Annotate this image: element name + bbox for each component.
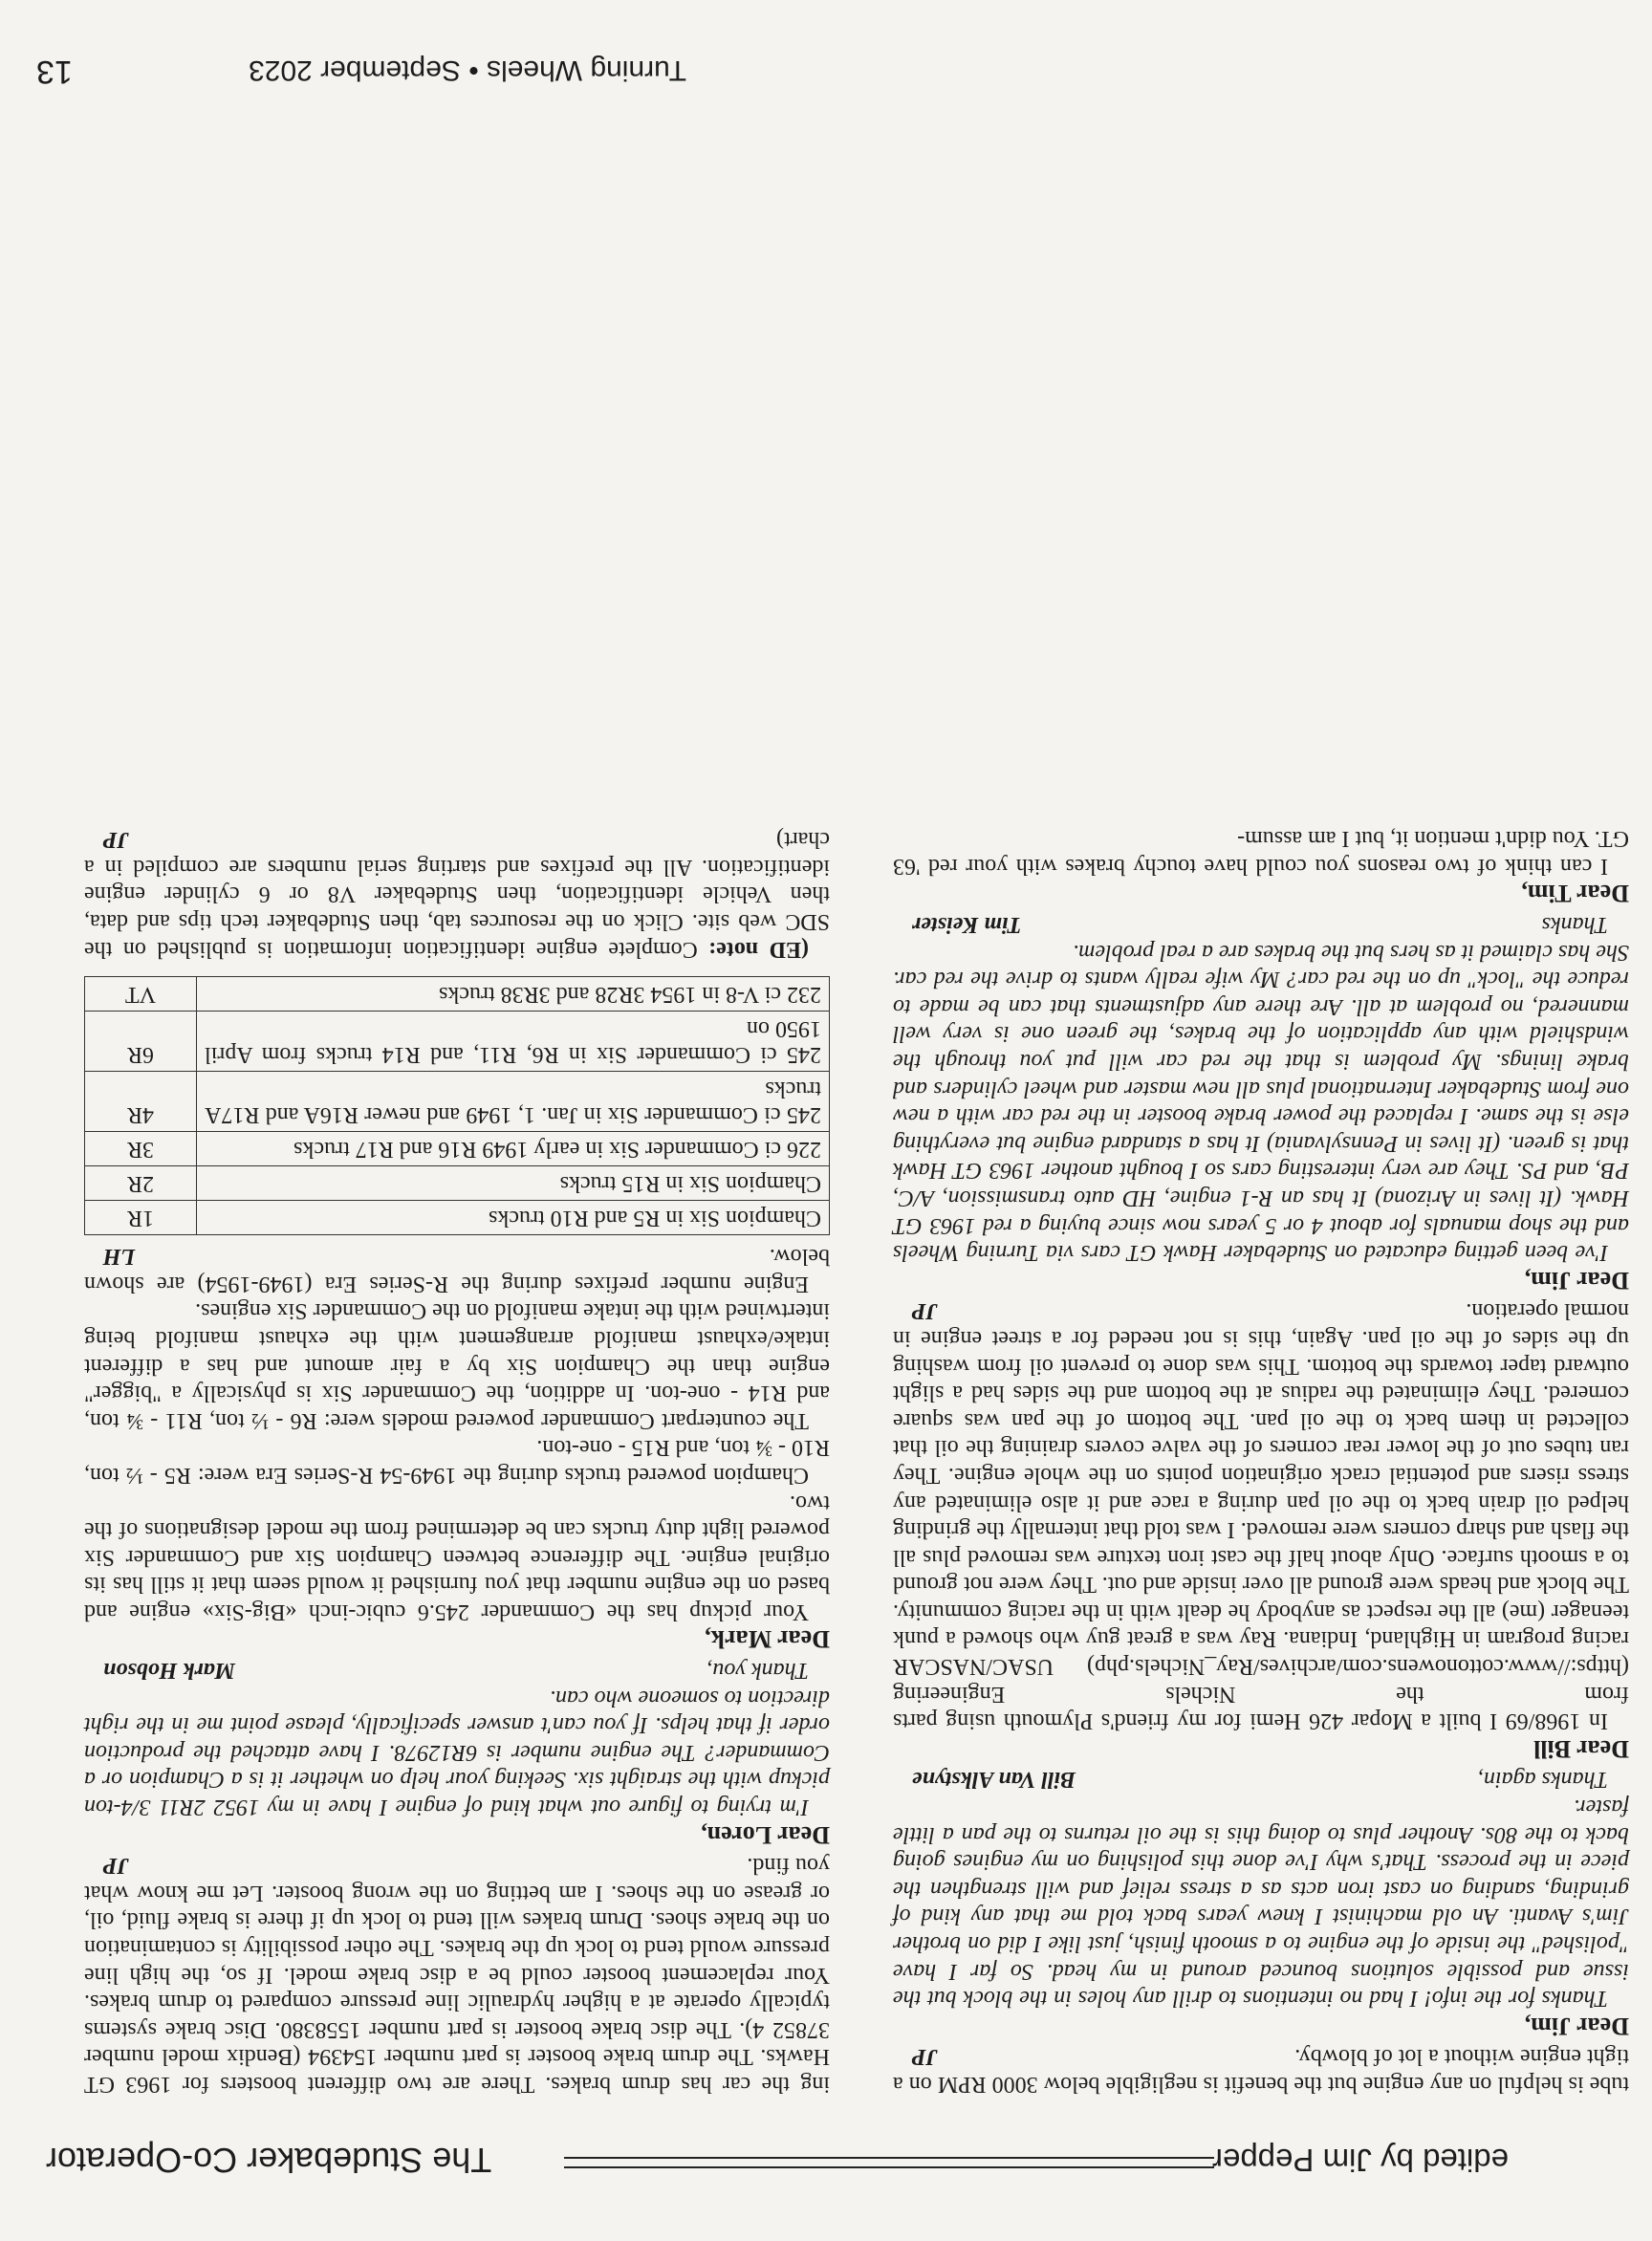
- initials: JP: [912, 1298, 938, 1324]
- salutation: Dear Loren,: [701, 1820, 830, 1849]
- right-column-paragraph: [893, 2043, 1629, 2098]
- salutation: Dear Bill: [1533, 1734, 1629, 1763]
- signature-row: [893, 910, 1629, 938]
- editor-note-label: (ED note:: [708, 936, 809, 962]
- initials: LH: [103, 1244, 136, 1270]
- table-cell: 3R: [85, 1131, 197, 1165]
- table-cell: VT: [85, 976, 197, 1011]
- editor-note: [84, 826, 830, 963]
- letter-text: I've been getting educated on Studebaker Hawk GT cars via Turning Wheels and the shop manuals for about 4 or 5 years now since buying a red 1963 GT Hawk. (It lives in Arizona) It has an R-1 engine, HD auto transmission, A/C, PB, and PS. They are very interesting cars so I bought another 1963 GT Hawk that is green. (It lives in Pennsylvania) It has a standard engine but everything else is the same. I replaced the power brake booster in the red car with a new one from Studebaker International plus all new master and wheel cylinders and brake linings. My problem is that the red car will put you through the windshield with any application of the brakes, the green one is very well mannered, no problem at all. Are there any adjustments that can be made to reduce the "lock" up on the red car? My wife really wants to drive the red car. She has claimed it as hers but the brakes are a real problem.: [893, 939, 1629, 1266]
- engine-prefix-table: [84, 976, 830, 1235]
- signature-row: [84, 1657, 830, 1685]
- closing: Thank you,: [706, 1658, 809, 1684]
- signature-row: [893, 1766, 1629, 1794]
- letter-text: Thanks for the info! I had no intentions to drill any holes in the block but the issue and possible solutions bounced around in my head. So far I have "polished" the inside of the engine to a smooth finish, just like I did on brother Jim's Avanti. An old machinist I knew years back told me that any kind of grinding, sanding on cast iron acts as a stress relief and will strengthen the piece in the process. That's why I've done this polishing on my engines going back to the 80s. Another plus to doing this is the oil returns to the pan a little faster.: [893, 1795, 1629, 2012]
- left-column: [893, 825, 1629, 2098]
- salutation: Dear Mark,: [705, 1625, 830, 1654]
- table-cell: 232 ci V-8 in 1954 3R28 and 3R38 trucks: [197, 976, 830, 1011]
- editor-note-text: Complete engine identification information is published on the SDC web site. Click on the resources tab, then Studebaker tech tips and data, then Vehicle identification, then Studebaker V8 or 6 cylinder engine identification. All the prefixes and starting serial numbers are compiled in a chart): [84, 827, 830, 962]
- reply-paragraph: I can think of two reasons you could have touchy brakes with your red '63 GT. You didn't mention it, but I am assum-: [893, 826, 1629, 879]
- paragraph-text: Engine number prefixes during the R-Series Era (1949-1954) are shown below.: [84, 1244, 830, 1296]
- table-row: [85, 976, 830, 1011]
- page-number: 13: [36, 54, 73, 90]
- salutation: Dear Tim,: [1521, 880, 1629, 908]
- table-cell: Champion Six in R15 trucks: [197, 1165, 830, 1200]
- table-cell: 2R: [85, 1165, 197, 1200]
- table-row: [85, 1071, 830, 1131]
- initials: JP: [103, 1853, 129, 1879]
- signature-name: Bill Van Alkstyne: [912, 1767, 1076, 1793]
- initials: JP: [912, 2044, 938, 2070]
- reply-paragraph: [893, 1297, 1629, 1735]
- publication-line: Turning Wheels • September 2023: [249, 54, 686, 86]
- editor-credit: edited by Jim Pepper: [1211, 2143, 1509, 2178]
- signature-name: Mark Hobson: [103, 1658, 236, 1684]
- column-title: The Studebaker Co-Operator: [46, 2141, 492, 2180]
- header-rule: [564, 2157, 1214, 2168]
- salutation: Dear Jim,: [1524, 1266, 1629, 1295]
- table-row: [85, 1131, 830, 1165]
- table-cell: 245 ci Commander Six in Jan. 1, 1949 and newer R16A and R17A trucks: [197, 1071, 830, 1131]
- table-cell: 226 ci Commander Six in early 1949 R16 and R17 trucks: [197, 1131, 830, 1165]
- table-row: [85, 1011, 830, 1071]
- table-cell: 245 ci Commander Six in R6, R11, and R14 trucks from April 1950 on: [197, 1011, 830, 1071]
- table-row: [85, 1200, 830, 1234]
- closing: Thanks again,: [1477, 1767, 1608, 1793]
- letter-text: I'm trying to figure out what kind of engine I have in my 1952 2R11 3/4-ton pickup with the straight six. Seeking your help on whether it is a Champion or a Commander? The engine number is 6R12978. I have attached the production order if that helps. If you can't answer specifically, please point me in the right direction to someone who can.: [84, 1685, 830, 1820]
- page-header: [27, 2126, 1509, 2184]
- reply-paragraph: Your pickup has the Commander 245.6 cubic-inch «Big-Six» engine and based on the engine number that you furnished it would seem that it still has its original engine. The difference between Champion Six and Commander Six powered light duty trucks can be determined from the model designations of the two.: [84, 1490, 830, 1624]
- right-column: [84, 826, 830, 2098]
- reply-paragraph: The counterpart Commander powered models were: R6 - ½ ton, R11 - ¾ ton, and R14 - one-ton. In addition, the Commander Six is physically a "bigger" engine than the Champion Six by a fair amount and has a different intake/exhaust manifold arrangement with the exhaust manifold being intertwined with the intake manifold on the Commander Six engines.: [84, 1298, 830, 1433]
- salutation: Dear Jim,: [1524, 2012, 1629, 2040]
- closing: Thanks: [1541, 912, 1608, 938]
- page-footer: [17, 42, 686, 90]
- reply-paragraph: Champion powered trucks during the 1949-54 R-Series Era were: R5 - ½ ton, R10 - ¾ ton, and R15 - one-ton.: [84, 1435, 830, 1488]
- table-cell: Champion Six in R5 and R10 trucks: [197, 1200, 830, 1234]
- signature-name: Tim Keister: [912, 912, 1022, 938]
- continued-paragraph: [84, 1852, 830, 2098]
- table-cell: 1R: [85, 1200, 197, 1234]
- paragraph-text: In 1968/69 I built a Mopar 426 Hemi for my friend's Plymouth using parts from the Nichels Engineering (https://www.cottonowens.com/archives/Ray_Nichels.php) USAC/NASCAR racing program in Highland, Indiana. Ray was a great guy who showed a punk teenager (me) all the respect as anybody he dealt with in the racing community. The block and heads were ground all over inside and out. They were not ground to a smooth surface. Only about half the cast iron texture was removed plus all the flash and sharp corners were removed. I was told that internally the grinding helped oil drain back to the oil pan during a race and it also eliminated any stress risers and potential crack origination points on the whole engine. They ran tubes out of the lower rear corners of the valve covers draining the oil that collected in them back to the oil pan. The bottom of the pan was square cornered. They eliminated the radius at the bottom and the sides had a slight outward taper towards the bottom. This was done to prevent oil from washing up the sides of the oil pan. Again, this is not needed for a street engine in normal operation.: [893, 1298, 1629, 1734]
- paragraph-text: ing the car has drum brakes. There are two different boosters for 1963 GT Hawks. The drum brake booster is part number 154394 (Bendix model number 37852 4). The disc brake booster is part number 1558380. Disc brake systems typically operate at a higher hydraulic line pressure compared to drum brakes. Your replacement booster could be a disc brake model. If so, the high line pressure would tend to lock up the brakes. The other possibility is contamination on the brake shoes. Drum brakes will tend to lock up if there is brake fluid, oil, or grease on the shoes. I am betting on the wrong booster. Let me know what you find.: [84, 1853, 830, 2097]
- initials: JP: [103, 827, 129, 853]
- table-row: [85, 1165, 830, 1200]
- reply-paragraph: [84, 1243, 830, 1297]
- table-cell: 6R: [85, 1011, 197, 1071]
- paragraph-text: tube is helpful on any engine but the benefit is negligible below 3000 RPM on a tight engine without a lot of blowby.: [893, 2044, 1629, 2097]
- table-cell: 4R: [85, 1071, 197, 1131]
